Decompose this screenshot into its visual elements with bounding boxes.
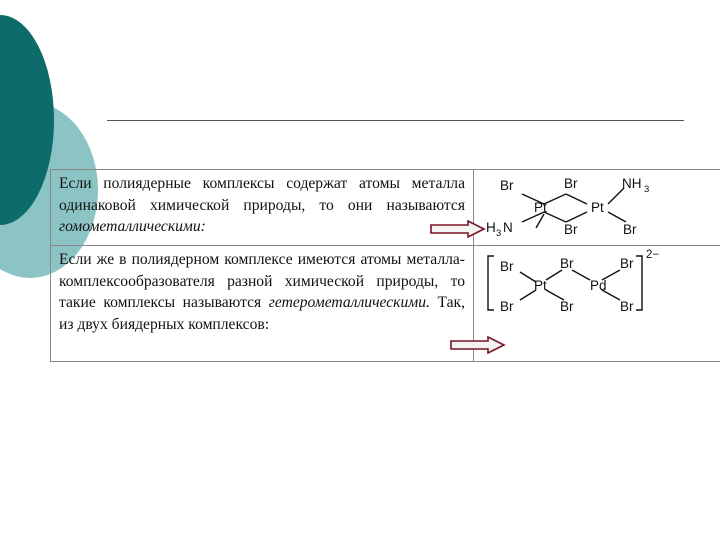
- br-atom: Br: [620, 256, 634, 271]
- content-table: [50, 169, 720, 362]
- br-atom: Br: [620, 299, 634, 314]
- nh3-subscript: 3: [644, 184, 650, 195]
- br-atom: Br: [500, 299, 514, 314]
- br-atom: Br: [564, 222, 578, 237]
- row1-paragraph: [51, 170, 473, 238]
- row2-term: гетерометаллическими.: [268, 294, 430, 311]
- homometallic-formula: [474, 170, 720, 247]
- heterometallic-formula: [474, 246, 720, 362]
- row2-paragraph: [51, 246, 473, 335]
- br-atom: Br: [623, 222, 637, 237]
- h3n-subscript: 3: [496, 228, 502, 239]
- nh3-label: NH: [622, 176, 642, 191]
- row1-text-cell: [50, 169, 474, 246]
- pt-atom: Pt: [534, 278, 547, 293]
- h3n-h: H: [486, 220, 496, 235]
- arrow-icon: [430, 220, 486, 238]
- br-atom: Br: [500, 259, 514, 274]
- h3n-n: N: [503, 220, 513, 235]
- row2-text: Если же в полиядерном комплексе имеются атомы металла-комплексообразователя разной химической природы, то такие комплексы называются: [59, 251, 465, 311]
- row1-text: Если полиядерные комплексы содержат атомы металла одинаковой химической природы, то они называются: [59, 175, 465, 214]
- pd-atom: Pd: [590, 278, 607, 293]
- row2-tail: Так, из двух биядерных комплексов:: [59, 294, 465, 333]
- row1-formula-cell: [474, 169, 720, 246]
- br-atom: Br: [500, 178, 514, 193]
- pt-atom: Pt: [591, 200, 604, 215]
- arrow-icon: [450, 336, 506, 354]
- charge-label: 2−: [646, 249, 660, 261]
- row2-formula-cell: [474, 246, 720, 362]
- br-atom: Br: [564, 176, 578, 191]
- row2-text-cell: [50, 246, 474, 362]
- br-atom: Br: [560, 299, 574, 314]
- br-atom: Br: [560, 256, 574, 271]
- title-rule: [107, 120, 684, 121]
- row1-term: гомометаллическими:: [59, 218, 206, 235]
- pt-atom: Pt: [534, 200, 547, 215]
